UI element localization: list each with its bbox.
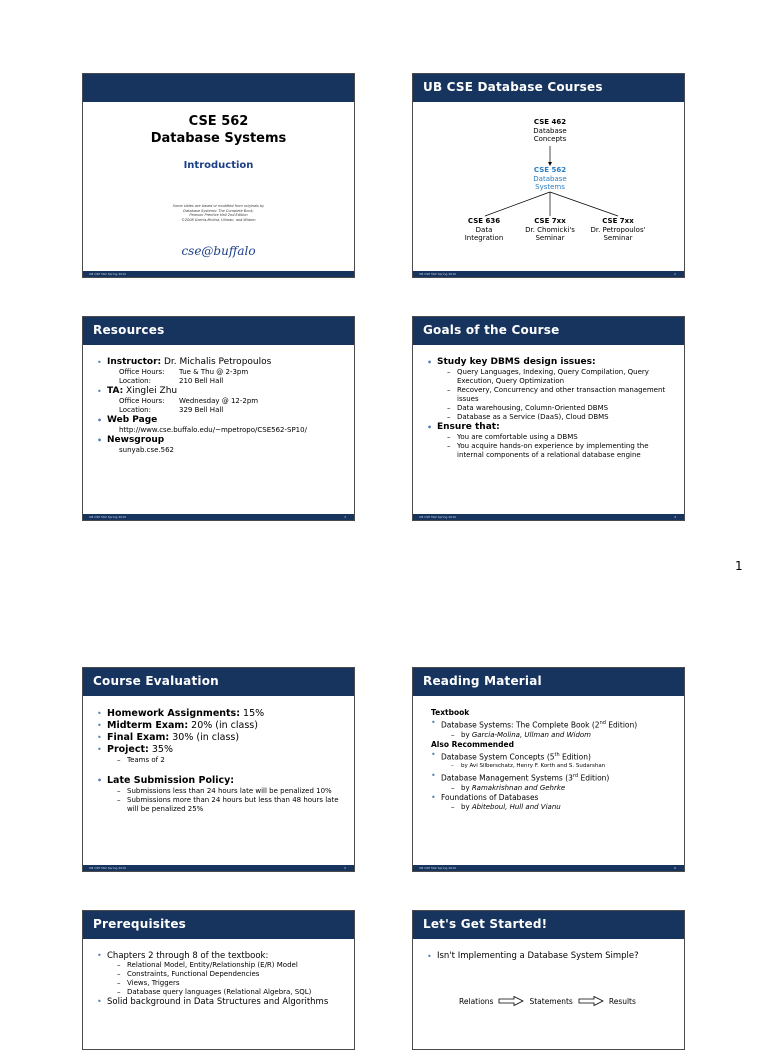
book-authors [431,803,676,812]
book-title-end: Edition) [559,752,591,761]
credit-note-1: Some slides are based or modified from originals by [172,204,265,208]
footer-course: UB CSE 562 Spring 2010 [419,272,457,276]
value: 20% (in class) [191,720,258,731]
slide-number: 6 [674,866,676,870]
sub-item: – Submissions more than 24 hours but less than 48 hours late will be penalized 25% [97,796,346,814]
slide-title: Goals of the Course [423,323,560,337]
slide-body [427,357,676,460]
authors: Abiteboul, Hull and Vianu [471,802,561,811]
slide-title: Let's Get Started! [423,917,548,931]
credit-note-3: Pearson Prentice Hall 2nd Edition [189,213,248,217]
value: Wednesday @ 12-2pm [179,397,259,405]
cse-buffalo-logo: cse@buffalo [181,244,256,258]
book-title: Database System Concepts (5 [441,752,555,761]
newsgroup-name: sunyab.cse.562 [119,446,175,454]
ta-office-hours-row [97,397,346,406]
sub-item: – Submissions less than 24 hours late will be penalized 10% [97,787,346,796]
label: TA: [107,386,124,396]
slide-number: 4 [674,515,676,519]
page-number: 1 [735,559,743,573]
slide-number: 3 [344,515,346,519]
web-page-url[interactable]: http://www.cse.buffalo.edu/~mpetropo/CSE562-SP10/ [119,426,307,434]
slide-header-bar [83,74,354,102]
label: Midterm Exam: [107,720,189,731]
node-name: Concepts [533,135,567,143]
arrow-right-icon [498,996,524,1006]
label: Instructor: [107,357,162,367]
node-code: CSE 562 [533,166,567,174]
slide-number: 2 [674,272,676,276]
slide-body [97,708,346,814]
book-title-end: Edition) [605,720,638,730]
node-name: Seminar [535,234,565,242]
label: Project: [107,744,149,755]
label: Location: [119,406,151,414]
credit-note-2: Database Systems: The Complete Book, [183,208,254,213]
textbook-item [431,718,676,731]
node-name: Seminar [603,234,633,242]
also-recommended-heading: Also Recommended [431,739,514,749]
bullet-web-page: • Web Page [97,415,346,426]
bullet-chapters: • Chapters 2 through 8 of the textbook: [97,951,346,961]
course-name: Database Systems [150,131,287,146]
bullet-ta [97,386,346,397]
footer-course: UB CSE 562 Spring 2010 [419,515,457,519]
bullet-project [97,744,346,756]
superscript: nd [599,720,606,726]
value: Xinglei Zhu [126,386,178,396]
sub-item: – Constraints, Functional Dependencies [97,970,346,979]
recommended-item: • Foundations of Databases [431,793,676,803]
node-cse7xx-chomicki [515,217,585,243]
slide-title: Resources [93,323,165,337]
recommended-item [431,771,676,784]
slide-footer [413,514,684,520]
flow-statements: Statements [529,996,573,1006]
footer-course: UB CSE 562 Spring 2010 [89,515,127,519]
bullet-background: • Solid background in Data Structures and Algorithms [97,997,346,1007]
node-code: CSE 7xx [534,217,566,225]
arrow-right-icon [578,996,604,1006]
flow-relations: Relations [459,996,494,1006]
sub-item: – Teams of 2 [97,756,346,765]
slide-body [97,951,346,1007]
sub-item: – Database query languages (Relational Algebra, SQL) [97,988,346,997]
slide-body [431,708,676,812]
course-code: CSE 562 [188,114,249,129]
value: Tue & Thu @ 2-3pm [179,368,249,376]
slide-footer [83,514,354,520]
slide-prerequisites [82,910,355,1050]
node-name: Database [533,126,567,135]
bullet-late-policy: • Late Submission Policy: [97,775,346,787]
by: by [461,802,472,811]
book-authors: – by Avi Silberschatz, Henry F. Korth and S. Sudarshan [431,762,676,771]
flow-diagram [459,996,636,1006]
authors: Ramakrishnan and Gehrke [471,783,566,792]
value: 210 Bell Hall [179,377,224,385]
by: by [461,783,472,792]
bullet-newsgroup: • Newsgroup [97,435,346,446]
node-name: Database [533,174,567,183]
sub-item: – Query Languages, Indexing, Query Compilation, Query Execution, Query Optimization [427,368,676,386]
slide-body [97,357,346,455]
node-name: Systems [535,183,565,191]
bullet-final [97,732,346,744]
bullet-instructor [97,357,346,368]
location-row [97,377,346,386]
slide-body [427,951,676,962]
slide-footer [83,271,354,277]
slide-db-courses [412,73,685,278]
node-code: CSE 462 [533,118,567,126]
label: Office Hours: [119,397,165,405]
book-title: Database Management Systems (3 [441,773,573,783]
value: Dr. Michalis Petropoulos [164,357,272,367]
superscript: th [554,751,560,758]
label: Office Hours: [119,368,165,376]
sub-item: – Database as a Service (DaaS), Cloud DBMS [427,413,676,422]
ta-location-row [97,406,346,415]
sub-item: – Views, Triggers [97,979,346,988]
value: 329 Bell Hall [179,406,224,414]
footer-course: UB CSE 562 Spring 2010 [89,866,127,870]
sub-item: – Relational Model, Entity/Relationship (E/R) Model [97,961,346,970]
slide-footer [413,865,684,871]
by: by [461,730,472,739]
section-title: Introduction [183,160,254,171]
label: Final Exam: [107,732,170,743]
sub-item: – Recovery, Concurrency and other transaction management issues [427,386,676,404]
slide-title: Prerequisites [93,917,187,931]
node-cse7xx-petropoulos [583,217,653,243]
slide-lets-get-started [412,910,685,1050]
sub-item: – You acquire hands-on experience by implementing the internal components of a relational database engine [427,442,676,460]
value: 35% [151,744,174,755]
sub-item: – Data warehousing, Column-Oriented DBMS [427,404,676,413]
value: 30% (in class) [172,732,240,743]
bullet-question: • Isn't Implementing a Database System Simple? [427,951,676,962]
footer-course: UB CSE 562 Spring 2010 [419,866,457,870]
authors: Garcia-Molina, Ullman and Widom [471,730,591,739]
slide-course-evaluation [82,667,355,872]
label: Location: [119,377,151,385]
flow-results: Results [608,996,636,1006]
node-code: CSE 7xx [602,217,634,225]
slide-title: UB CSE Database Courses [423,80,603,94]
slide-reading-material [412,667,685,872]
node-cse562 [515,166,585,192]
credit-note-4: ©2008 Garcia-Molina, Ullman, and Widom [181,217,256,222]
slide-footer [83,865,354,871]
book-authors [431,784,676,793]
slide-resources [82,316,355,521]
slide-footer [413,271,684,277]
slide-title: Course Evaluation [93,674,219,688]
label: Homework Assignments: [107,708,241,719]
slide-number: 5 [344,866,346,870]
superscript: rd [572,773,579,779]
bullet-midterm [97,720,346,732]
footer-course: UB CSE 562 Spring 2010 [89,272,127,276]
book-title-end: Edition) [578,773,610,783]
book-authors [431,731,676,740]
book-title: Database Systems: The Complete Book (2 [441,720,600,730]
sub-item: – You are comfortable using a DBMS [427,433,676,442]
slide-title [82,73,355,278]
node-name: Dr. Chomicki's [525,225,575,234]
node-name: Integration [464,234,504,242]
recommended-item [431,750,676,763]
value: 15% [243,708,265,719]
node-cse462 [515,118,585,144]
bullet-study: • Study key DBMS design issues: [427,357,676,368]
node-name: Dr. Petropoulos' [590,225,646,234]
node-cse636 [449,217,519,243]
bullet-ensure: • Ensure that: [427,422,676,433]
bullet-homework [97,708,346,720]
slide-title: Reading Material [423,674,542,688]
node-name: Data [475,225,493,234]
node-code: CSE 636 [467,217,501,225]
office-hours-row [97,368,346,377]
slide-goals [412,316,685,521]
textbook-heading: Textbook [431,708,470,717]
